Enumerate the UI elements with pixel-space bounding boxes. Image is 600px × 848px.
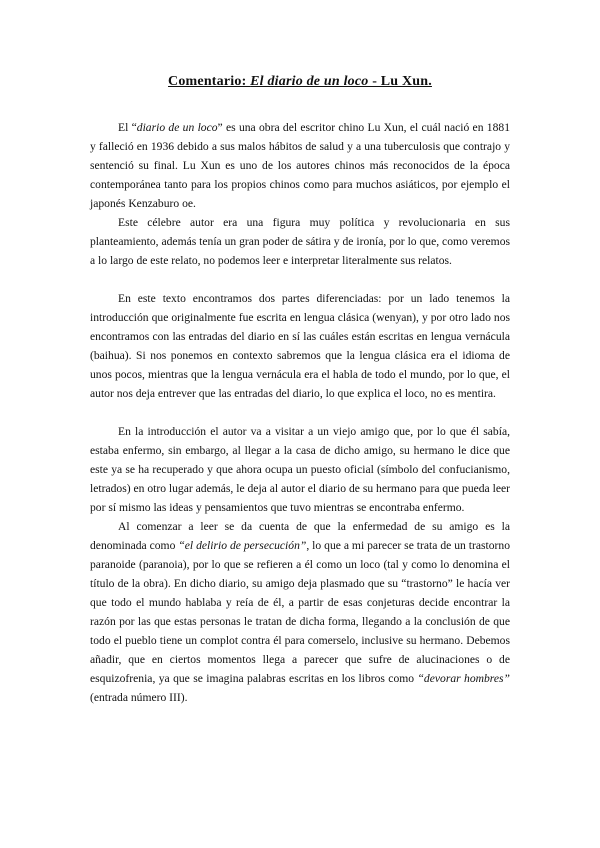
document-title	[90, 0, 510, 91]
paragraph	[90, 118, 510, 213]
title-prefix: Comentario:	[168, 74, 251, 89]
title-suffix: - Lu Xun.	[368, 74, 432, 89]
paragraph-text: , lo que a mi parecer se trata de un trastorno paranoide (paranoia), por lo que se refieren a él como un loco (tal y como lo denomina el título de la obra). En dicho diario, su amigo deja plasmado que su “trastorno” le hacía ver que todo el mundo hablaba y reía de él, a partir de esas conjeturas decide encontrar la razón por las que estas personas le tratan de dicha forma, llegando a la conclusión de que todo el pueblo tiene un complot contra él para comerselo, inclusive su hermano. Debemos añadir, que en ciertos momentos llega a parecer que sufre de alucinaciones o de esquizofrenia, ya que se imagina palabras escritas en los libros como	[90, 539, 510, 685]
paragraph	[90, 289, 510, 403]
paragraph-text: El “	[118, 121, 137, 134]
paragraph-gap	[90, 270, 510, 289]
italic-text: “devorar hombres”	[417, 672, 510, 685]
paragraph-text: En este texto encontramos dos partes diferenciadas: por un lado tenemos la introducción que originalmente fue escrita en lengua clásica (wenyan), y por otro lado nos encontramos con las entradas del diario en sí las cuáles están escritas en lengua vernácula (baihua). Si nos ponemos en contexto sabremos que la lengua clásica era el idioma de unos pocos, mientras que la lengua vernácula era el habla de todo el mundo, por lo que, el autor nos deja entrever que las entradas del diario, lo que explica el loco, no es mentira.	[90, 292, 510, 400]
italic-text: diario de un loco	[136, 121, 218, 134]
paragraph-text: Al comenzar a leer se da cuenta de que la enfermedad de su amigo es la denominada como	[90, 520, 510, 552]
paragraph-text: Este célebre autor era una figura muy política y revolucionaria en sus planteamiento, además tenía un gran poder de sátira y de ironía, por lo que, como veremos a lo largo de este relato, no podemos leer e interpretar literalmente sus relatos.	[90, 216, 510, 267]
italic-text: “el delirio de persecución”	[178, 539, 307, 552]
paragraph-text: ” es una obra del escritor chino Lu Xun, el cuál nació en 1881 y falleció en 1936 debido a sus malos hábitos de salud y a una tuberculosis que contrajo y sentenció su final. Lu Xun es uno de los autores chinos más reconocidos de la época contemporánea tanto para los propios chinos como para muchos asiáticos, por ejemplo el japonés Kenzaburo oe.	[90, 121, 510, 210]
title-work: El diario de un loco	[250, 74, 369, 89]
paragraph-gap	[90, 403, 510, 422]
paragraph	[90, 213, 510, 270]
document-body	[90, 118, 510, 707]
paragraph	[90, 517, 510, 707]
paragraph-text: En la introducción el autor va a visitar a un viejo amigo que, por lo que él sabía, estaba enfermo, sin embargo, al llegar a la casa de dicho amigo, su hermano le dice que este ya se ha recuperado y que ahora ocupa un puesto oficial (símbolo del confucianismo, letrados) en otro lugar además, le deja al autor el diario de su hermano para que pueda leer por sí mismo las ideas y pensamientos que tuvo mientras se encontraba enfermo.	[90, 425, 510, 514]
paragraph-text: (entrada número III).	[90, 691, 188, 704]
paragraph	[90, 422, 510, 517]
